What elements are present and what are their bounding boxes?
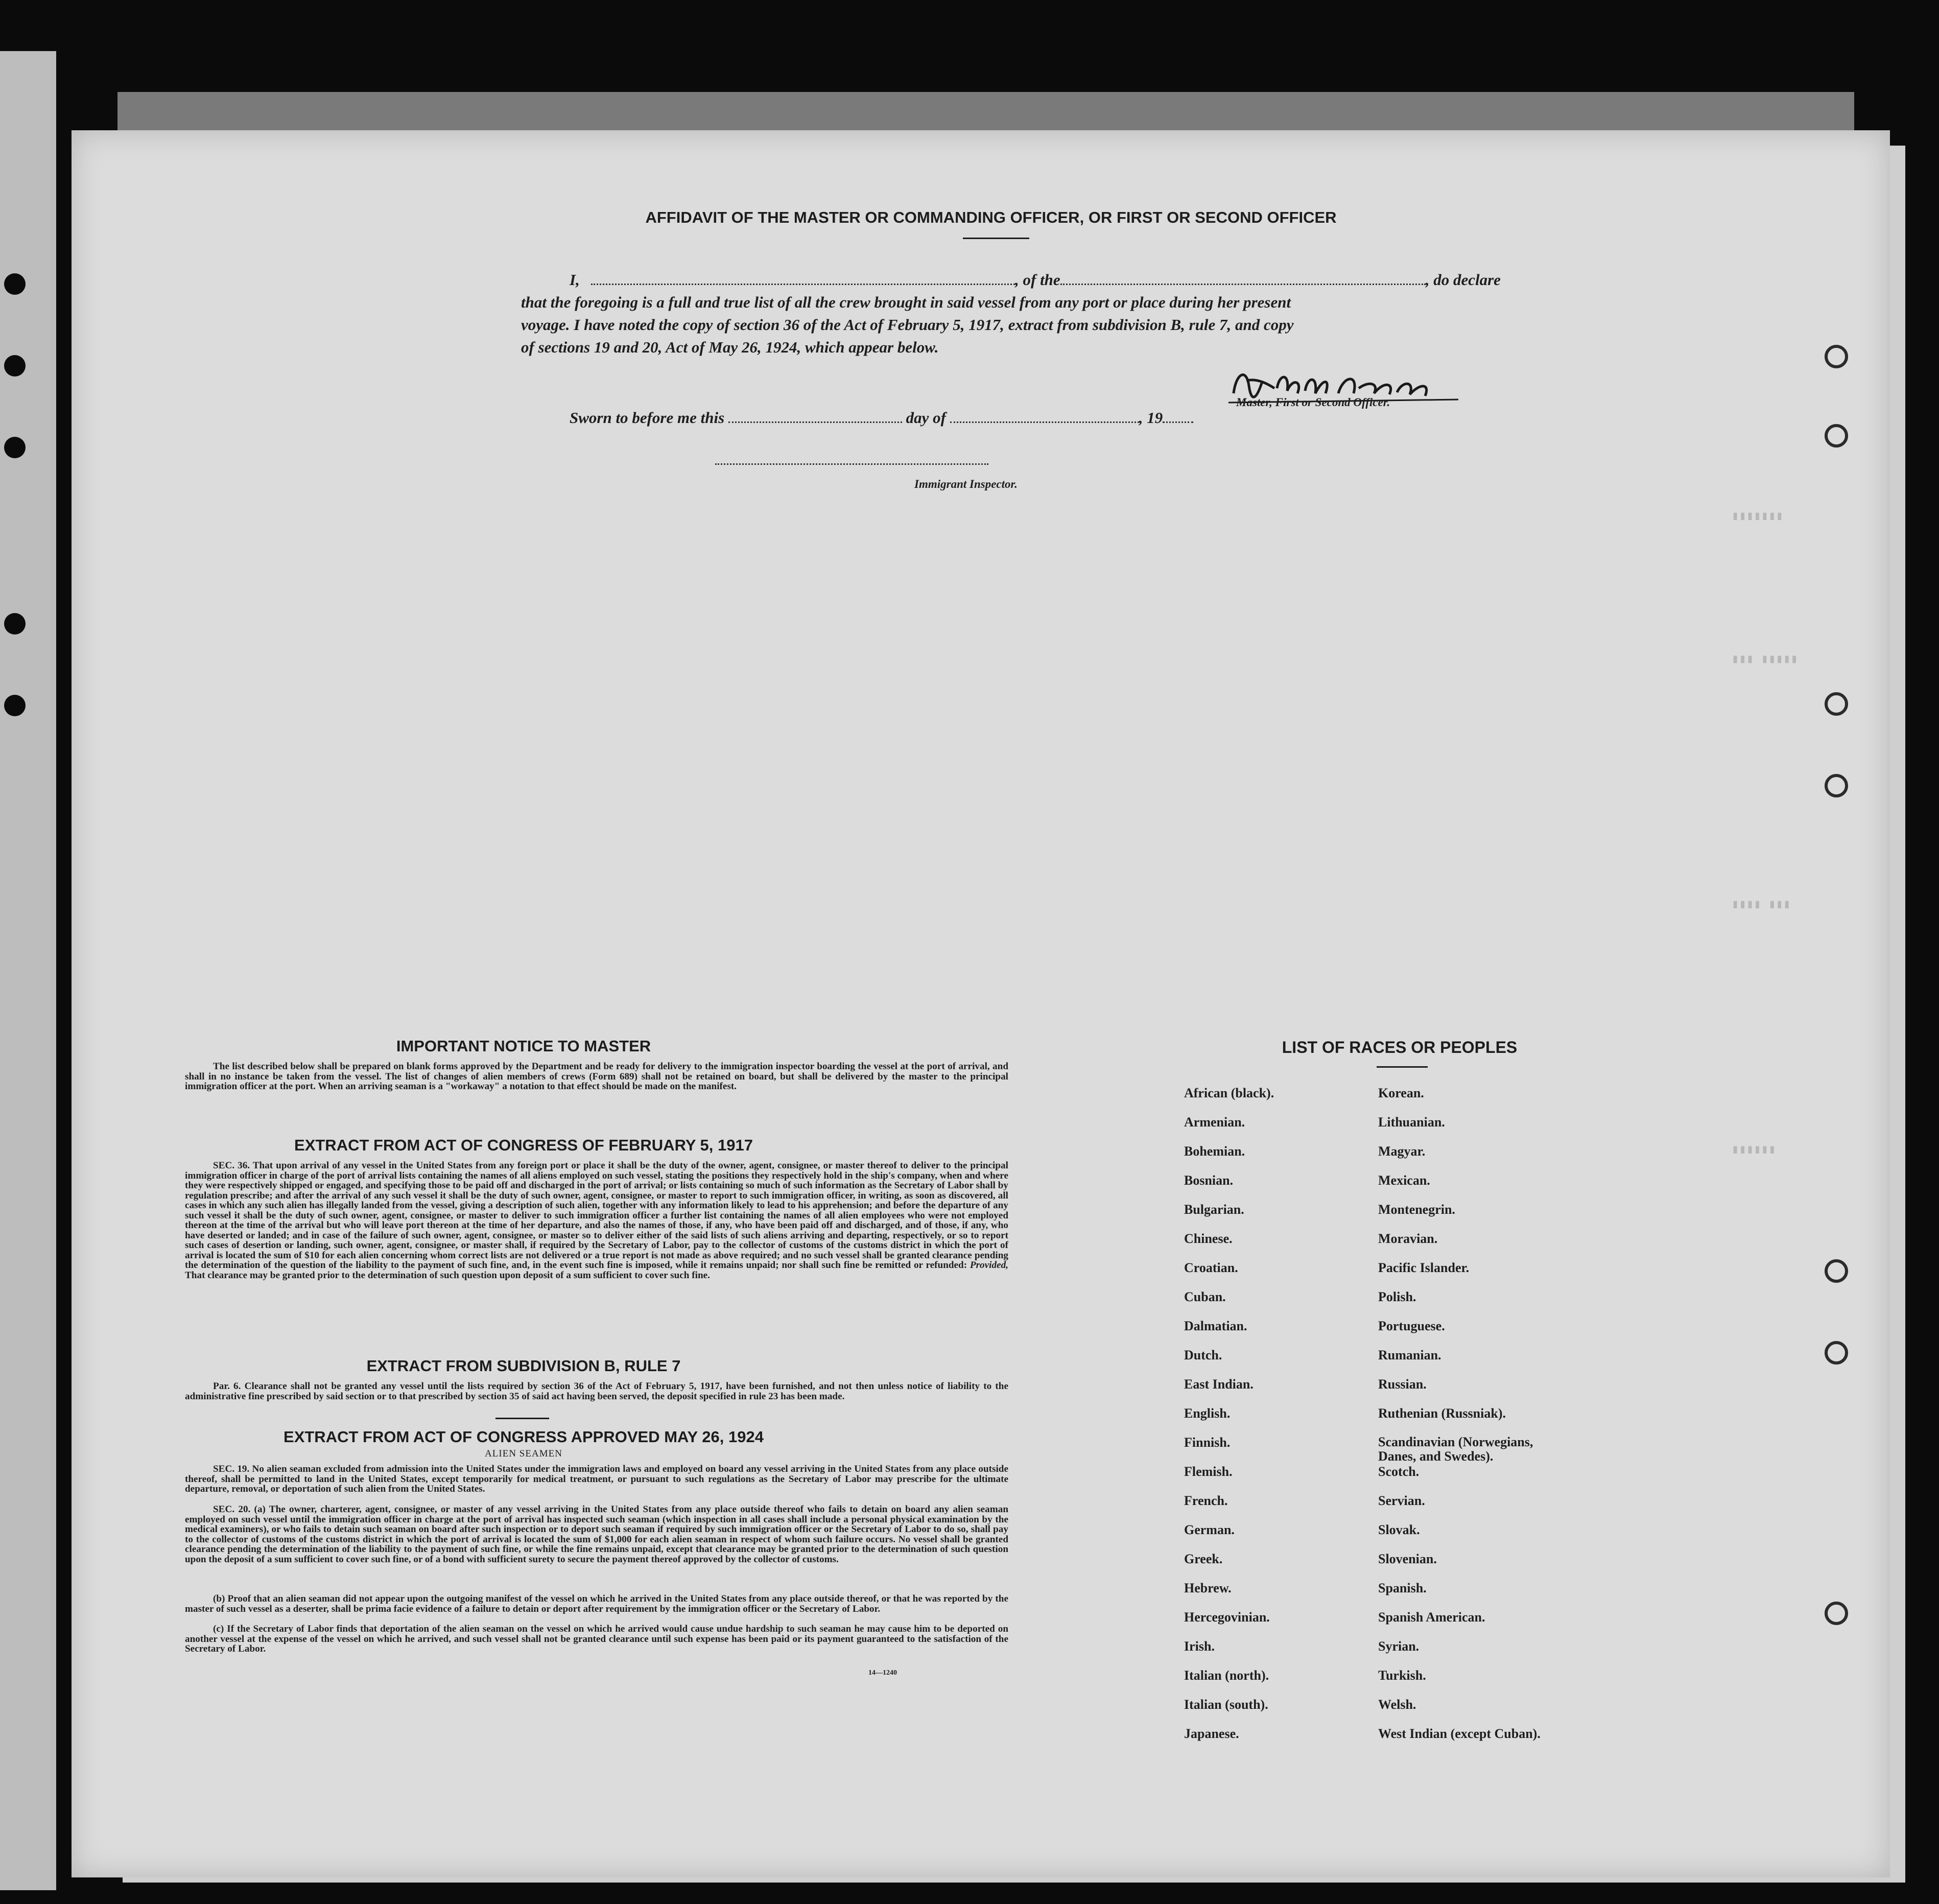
race-item: German. <box>1184 1522 1235 1537</box>
inspector-signature-line <box>715 463 988 465</box>
affidavit-line-3: voyage. I have noted the copy of section 36 of the Act of February 5, 1917, extract from subdivision B, rule 7, and copy <box>521 316 1294 334</box>
affidavit-line-1: I, , of the , do declare <box>570 271 1501 289</box>
race-item: Chinese. <box>1184 1231 1233 1246</box>
affidavit-line-2: that the foregoing is a full and true list of all the crew brought in said vessel from any port or place during her present <box>521 293 1291 311</box>
extract-1917-title: EXTRACT FROM ACT OF CONGRESS OF FEBRUARY 5, 1917 <box>294 1136 753 1154</box>
sec20b-text: (b) Proof that an alien seaman did not appear upon the outgoing manifest of the vessel on which he arrived in the United States from any place outside thereof, or that he was reported by the master of such vessel as a deserter, shall be prima facie evidence of a failure to detain or deport after requirement by the immigration officer or the Secretary of Labor. <box>185 1593 1008 1614</box>
race-item: Turkish. <box>1378 1668 1426 1683</box>
extract-1917-text: SEC. 36. That upon arrival of any vessel in the United States from any foreign port or place it shall be the duty of the owner, agent, consignee, or master thereof to deliver to the principal immigration officer in charge of the port of arrival lists containing the names of all aliens employed on such vessel, stating the positions they respectively hold in the ship's company, when and where they were respectively shipped or engaged, and specifying those to be paid off and discharged in the port of arrival; or lists containing so much of such information as the Secretary of Labor shall by regulation prescribe; and after the arrival of any such vessel it shall be the duty of such owner, agent, consignee, or master to report to such immigration officer, in writing, as soon as discovered, all cases in which any such alien has illegally landed from the vessel, giving a description of such alien, together with any information likely to lead to his apprehension; and before the departure of any such vessel it shall be the duty of such owner, agent, consignee, or master to deliver to such immigration officer a further list containing the names of all alien employees who were not employed thereon at the time of the arrival but who will leave port thereon at the time of her departure, and also the names of those, if any, who have been paid off and discharged, and of those, if any, who have deserted or landed; and in case of the failure of such owner, agent, consignee, or master so to deliver either of the said lists of such aliens arriving and departing, respectively, or so to report such cases of desertion or landing, such owner, agent, consignee, or master shall, if required by the Secretary of Labor, pay to the collector of customs of the customs district in which the port of arrival is located the sum of $10 for each alien concerning whom correct lists are not delivered or a true report is not made as above required; and no such vessel shall be granted clearance pending the determination of the question of the liability to the payment of such fine, and, in the event such fine is imposed, while it remains unpaid; nor shall such fine be remitted or refunded: Provided, That clearance may be granted prior to the determination of such question upon deposit of a sum sufficient to cover such fine. <box>185 1160 1008 1281</box>
punch-hole <box>4 695 26 716</box>
race-item: Dalmatian. <box>1184 1319 1247 1333</box>
affidavit-title: AFFIDAVIT OF THE MASTER OR COMMANDING OFFICER, OR FIRST OR SECOND OFFICER <box>645 208 1337 226</box>
race-item: African (black). <box>1184 1086 1274 1100</box>
race-item: Russian. <box>1378 1377 1427 1392</box>
race-item: Italian (north). <box>1184 1668 1269 1683</box>
race-item: English. <box>1184 1406 1231 1421</box>
bleed-through-text: ▮▮▮▮ ▮▮▮ <box>1732 898 1791 912</box>
punch-hole <box>4 273 26 295</box>
races-left-column <box>1184 1086 1274 1755</box>
sec20c-text: (c) If the Secretary of Labor finds that deportation of the alien seaman on the vessel on which he arrived would cause undue hardship to such seaman he may cause him to be deported on another vessel at the expense of the vessel on which he arrived, and such vessel shall not be granted clearance until such expense has been paid or its payment guaranteed to the satisfaction of the Secretary of Labor. <box>185 1624 1008 1654</box>
race-item: Polish. <box>1378 1289 1416 1304</box>
binder-hole <box>1825 692 1848 716</box>
sec20a-text: SEC. 20. (a) The owner, charterer, agent, consignee, or master of any vessel arriving in the United States from any place outside thereof who fails to detain on board any alien seaman employed on such vessel until the immigration officer in charge at the port of arrival has inspected such seaman (which inspection in all cases shall include a personal physical examination by the medical examiners), or who fails to detain such seaman on board after such inspection or to deport such seaman if required by such immigration officer or the Secretary of Labor to do so, shall pay to the collector of customs of the customs district in which the port of arrival is located the sum of $1,000 for each alien seaman in respect of whom such failure occurs. No vessel shall be granted clearance pending the determination of the liability to the payment of such fine, or while the fine remains unpaid, except that clearance may be granted prior to the determination of such question upon the deposit of a sum sufficient to cover such fine, or of a bond with sufficient surety to secure the payment thereof approved by the collector of customs. <box>185 1504 1008 1565</box>
race-item: Servian. <box>1378 1493 1425 1508</box>
races-right-column <box>1378 1086 1572 1755</box>
race-item: Welsh. <box>1378 1697 1416 1712</box>
race-item: Japanese. <box>1184 1726 1239 1741</box>
inspector-caption: Immigrant Inspector. <box>914 478 1018 490</box>
race-item: Moravian. <box>1378 1231 1438 1246</box>
race-item: Dutch. <box>1184 1348 1222 1362</box>
signature-caption: Master, First or Second Officer. <box>1236 396 1390 409</box>
extract-1924-subtitle: ALIEN SEAMEN <box>485 1448 562 1459</box>
extract-1924-title: EXTRACT FROM ACT OF CONGRESS APPROVED MAY 26, 1924 <box>283 1428 764 1446</box>
binder-hole <box>1825 1259 1848 1283</box>
binder-hole <box>1825 1341 1848 1365</box>
race-item: Italian (south). <box>1184 1697 1268 1712</box>
race-item: Korean. <box>1378 1086 1424 1100</box>
race-item: Ruthenian (Russniak). <box>1378 1406 1506 1421</box>
race-item: Bosnian. <box>1184 1173 1234 1188</box>
bleed-through-text: ▮▮▮▮▮▮▮ <box>1732 510 1784 524</box>
binder-hole <box>1825 774 1848 797</box>
race-item: Lithuanian. <box>1378 1115 1445 1130</box>
binder-hole <box>1825 1602 1848 1625</box>
vessel-blank[interactable] <box>1060 271 1426 285</box>
notice-title: IMPORTANT NOTICE TO MASTER <box>396 1037 651 1055</box>
extract-rule7-text: Par. 6. Clearance shall not be granted any vessel until the lists required by section 36 of the Act of February 5, 1917, have been furnished, and not then unless notice of liability to the administrative fine prescribed by said section or to that prescribed by section 35 of said act having been served, the deposit specified in rule 23 has been made. <box>185 1381 1008 1402</box>
left-page-strip <box>0 51 56 1890</box>
race-item: Spanish. <box>1378 1581 1427 1595</box>
race-item: Hebrew. <box>1184 1581 1232 1595</box>
extract-rule7-title: EXTRACT FROM SUBDIVISION B, RULE 7 <box>366 1357 681 1375</box>
race-item: Hercegovinian. <box>1184 1610 1270 1625</box>
race-item: Irish. <box>1184 1639 1215 1654</box>
race-item: Mexican. <box>1378 1173 1430 1188</box>
race-item: East Indian. <box>1184 1377 1254 1392</box>
race-item: Cuban. <box>1184 1289 1226 1304</box>
race-item: French. <box>1184 1493 1228 1508</box>
binder-hole <box>1825 424 1848 448</box>
race-item: Slovenian. <box>1378 1552 1437 1566</box>
race-item: Magyar. <box>1378 1144 1426 1159</box>
sworn-line: Sworn to before me this day of , 19 <box>570 409 1193 427</box>
affidavit-line-4: of sections 19 and 20, Act of May 26, 1924, which appear below. <box>521 338 939 356</box>
document-page <box>72 130 1890 1877</box>
name-blank[interactable] <box>591 271 1015 285</box>
punch-hole <box>4 613 26 634</box>
bleed-through-text: ▮▮▮ ▮▮▮▮▮ <box>1732 653 1798 667</box>
race-item: Pacific Islander. <box>1378 1260 1470 1275</box>
divider <box>963 238 1029 239</box>
race-item: Armenian. <box>1184 1115 1245 1130</box>
divider <box>1377 1066 1428 1068</box>
divider <box>495 1418 549 1419</box>
race-item: Rumanian. <box>1378 1348 1441 1362</box>
race-item: Greek. <box>1184 1552 1223 1566</box>
race-item: Scandinavian (Norwegians, Danes, and Swedes). <box>1378 1435 1533 1464</box>
punch-hole <box>4 437 26 458</box>
bleed-through-text: ▮▮▮▮▮▮ <box>1732 1143 1776 1157</box>
sec19-text: SEC. 19. No alien seaman excluded from admission into the United States under the immigration laws and employed on board any vessel arriving in the United States from any place outside thereof, shall be permitted to land in the United States, except temporarily for medical treatment, or pursuant to such regulations as the Secretary of Labor may prescribe for the ultimate departure, removal, or deportation of such alien from the United States. <box>185 1464 1008 1494</box>
form-number: 14—1240 <box>868 1669 897 1677</box>
race-item: Scotch. <box>1378 1464 1420 1479</box>
race-item: Spanish American. <box>1378 1610 1485 1625</box>
race-item: Bohemian. <box>1184 1144 1245 1159</box>
race-item: Bulgarian. <box>1184 1202 1244 1217</box>
binder-hole <box>1825 345 1848 368</box>
punch-hole <box>4 355 26 377</box>
sworn-day-blank[interactable] <box>728 409 902 423</box>
race-item: Croatian. <box>1184 1260 1238 1275</box>
race-item: Finnish. <box>1184 1435 1231 1450</box>
race-item: West Indian (except Cuban). <box>1378 1726 1541 1741</box>
race-item: Syrian. <box>1378 1639 1420 1654</box>
races-title: LIST OF RACES OR PEOPLES <box>1282 1038 1518 1056</box>
race-item: Slovak. <box>1378 1522 1420 1537</box>
notice-text: The list described below shall be prepared on blank forms approved by the Department and be ready for delivery to the immigration inspector boarding the vessel at the port of arrival, and shall in no instance be taken from the vessel. The list of changes of alien members of crews (Form 689) shall not be retained on board, but shall be delivered by the master to the principal immigration officer at the port. When an arriving seaman is a "workaway" a notation to that effect should be made on the manifest. <box>185 1061 1008 1092</box>
race-item: Montenegrin. <box>1378 1202 1455 1217</box>
race-item: Portuguese. <box>1378 1319 1445 1333</box>
race-item: Flemish. <box>1184 1464 1233 1479</box>
sworn-year-blank[interactable] <box>1163 409 1193 423</box>
sworn-month-blank[interactable] <box>950 409 1139 423</box>
